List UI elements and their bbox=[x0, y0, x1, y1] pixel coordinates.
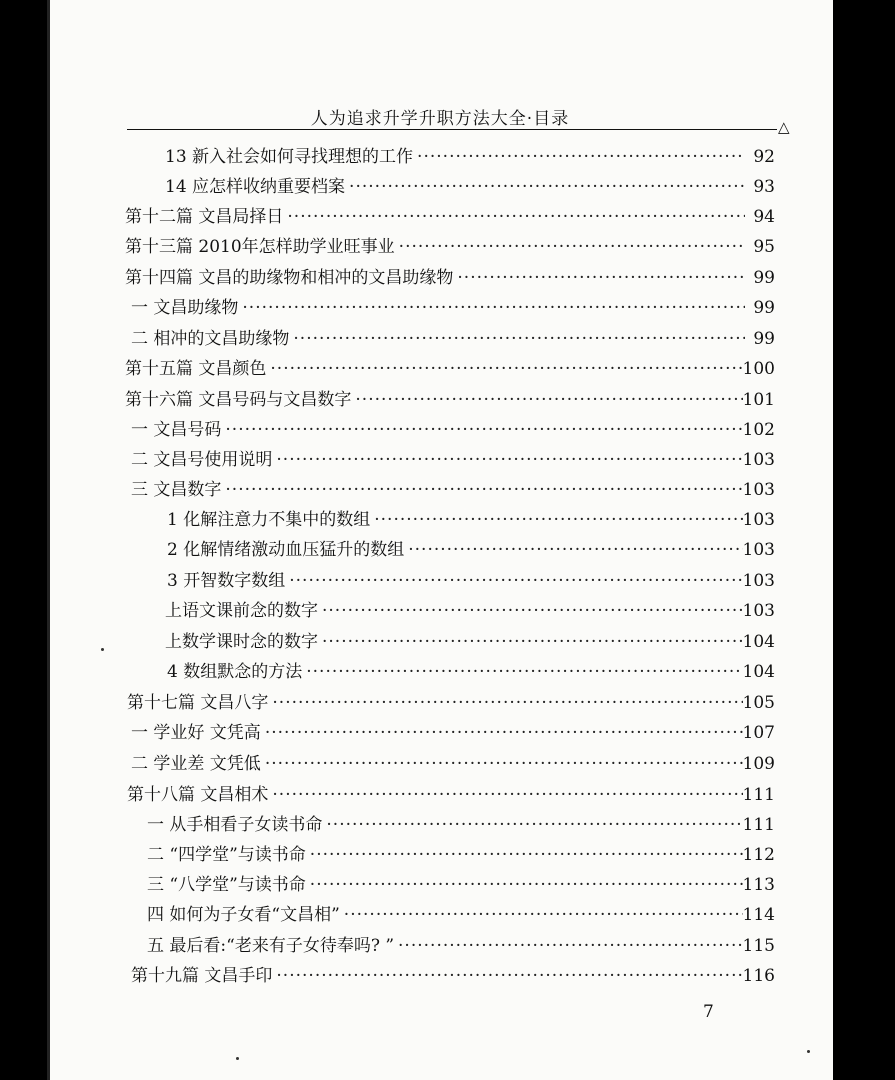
dot-leader bbox=[413, 142, 745, 172]
toc-entry bbox=[131, 293, 775, 323]
toc-entry bbox=[127, 688, 775, 718]
toc-entry bbox=[147, 840, 775, 870]
toc-entry bbox=[131, 415, 775, 445]
toc-label: 第十九篇 文昌手印 bbox=[131, 966, 273, 986]
toc-page-number: 103 bbox=[742, 601, 775, 621]
toc-page-number: 116 bbox=[742, 966, 775, 986]
toc-label: 第十六篇 文昌号码与文昌数字 bbox=[125, 390, 352, 410]
dot-leader bbox=[340, 900, 743, 930]
toc-page-number: 107 bbox=[742, 723, 775, 743]
toc-entry bbox=[131, 718, 775, 748]
toc-label: 4 数组默念的方法 bbox=[167, 662, 303, 682]
toc-page-number: 103 bbox=[742, 450, 775, 470]
toc-entry bbox=[131, 961, 775, 991]
toc-label: 一 文昌号码 bbox=[131, 420, 222, 440]
toc-label: 二 学业差 文凭低 bbox=[131, 754, 261, 774]
dot-leader bbox=[394, 931, 743, 961]
dot-leader bbox=[306, 840, 743, 870]
toc-label: 2 化解情绪激动血压猛升的数组 bbox=[167, 540, 405, 560]
toc-page-number: 92 bbox=[753, 147, 775, 167]
toc-page-number: 93 bbox=[753, 177, 775, 197]
toc-page-number: 100 bbox=[742, 359, 775, 379]
scan-speck bbox=[236, 1057, 239, 1060]
toc-entry bbox=[147, 931, 775, 961]
scan-speck bbox=[807, 1050, 810, 1053]
toc-entry bbox=[165, 627, 775, 657]
toc-page-number: 103 bbox=[742, 540, 775, 560]
toc-page-number: 115 bbox=[742, 936, 775, 956]
toc-page-number: 109 bbox=[742, 754, 775, 774]
toc-page-number: 104 bbox=[742, 632, 775, 652]
toc-page-number: 95 bbox=[753, 237, 775, 257]
toc-page-number: 103 bbox=[742, 510, 775, 530]
dot-leader bbox=[261, 718, 743, 748]
toc-label: 1 化解注意力不集中的数组 bbox=[167, 510, 371, 530]
dot-leader bbox=[306, 870, 743, 900]
toc-page-number: 103 bbox=[742, 571, 775, 591]
toc-label: 二 相冲的文昌助缘物 bbox=[131, 329, 290, 349]
toc-page-number: 104 bbox=[742, 662, 775, 682]
toc-label: 二 “四学堂”与读书命 bbox=[147, 845, 306, 865]
toc-page-number: 114 bbox=[742, 905, 775, 925]
toc-entry bbox=[131, 445, 775, 475]
toc-entry bbox=[125, 263, 775, 293]
dot-leader bbox=[221, 475, 742, 505]
toc-label: 五 最后看:“老来有子女待奉吗? ” bbox=[147, 936, 395, 956]
toc-label: 上数学课时念的数字 bbox=[165, 632, 318, 652]
scan-speck bbox=[101, 648, 104, 651]
dot-leader bbox=[351, 385, 742, 415]
dot-leader bbox=[266, 354, 742, 384]
dot-leader bbox=[404, 535, 742, 565]
toc-page-number: 94 bbox=[753, 207, 775, 227]
toc-label: 14 应怎样收纳重要档案 bbox=[165, 177, 346, 197]
toc-entry bbox=[167, 566, 775, 596]
toc-page-number: 99 bbox=[753, 329, 775, 349]
toc-entry bbox=[125, 232, 775, 262]
toc-label: 一 学业好 文凭高 bbox=[131, 723, 261, 743]
dot-leader bbox=[238, 293, 745, 323]
dot-leader bbox=[283, 202, 745, 232]
toc-page-number: 102 bbox=[742, 420, 775, 440]
toc-entry bbox=[165, 142, 775, 172]
dot-leader bbox=[318, 627, 743, 657]
toc-label: 第十七篇 文昌八字 bbox=[127, 693, 269, 713]
dot-leader bbox=[453, 263, 745, 293]
toc-label: 上语文课前念的数字 bbox=[165, 601, 318, 621]
dot-leader bbox=[370, 505, 742, 535]
dot-leader bbox=[318, 596, 743, 626]
dot-leader bbox=[395, 232, 745, 262]
toc-page-number: 111 bbox=[742, 815, 775, 835]
toc-label: 第十三篇 2010年怎样助学业旺事业 bbox=[125, 237, 395, 257]
dot-leader bbox=[272, 961, 742, 991]
toc-page-number: 103 bbox=[742, 480, 775, 500]
toc-entry bbox=[167, 657, 775, 687]
toc-page-number: 101 bbox=[742, 390, 775, 410]
toc-label: 第十四篇 文昌的助缘物和相冲的文昌助缘物 bbox=[125, 268, 454, 288]
toc-entry bbox=[131, 324, 775, 354]
dot-leader bbox=[268, 780, 742, 810]
toc-entry bbox=[147, 870, 775, 900]
toc-entry bbox=[167, 535, 775, 565]
header-triangle-mark: △ bbox=[778, 118, 790, 136]
dot-leader bbox=[268, 688, 742, 718]
toc-entry bbox=[125, 354, 775, 384]
toc-page-number: 105 bbox=[742, 693, 775, 713]
toc-entry bbox=[147, 900, 775, 930]
toc-label: 二 文昌号使用说明 bbox=[131, 450, 273, 470]
toc-label: 四 如何为子女看“文昌相” bbox=[147, 905, 340, 925]
toc-page-number: 99 bbox=[753, 268, 775, 288]
dot-leader bbox=[261, 749, 743, 779]
toc-entry bbox=[131, 749, 775, 779]
toc-entry bbox=[131, 475, 775, 505]
toc-label: 第十二篇 文昌局择日 bbox=[125, 207, 284, 227]
dot-leader bbox=[272, 445, 742, 475]
toc-label: 13 新入社会如何寻找理想的工作 bbox=[165, 147, 414, 167]
toc-label: 一 从手相看子女读书命 bbox=[147, 815, 323, 835]
toc-label: 三 文昌数字 bbox=[131, 480, 222, 500]
toc-page-number: 99 bbox=[753, 298, 775, 318]
table-of-contents bbox=[47, 0, 833, 1080]
toc-page-number: 112 bbox=[742, 845, 775, 865]
toc-label: 第十五篇 文昌颜色 bbox=[125, 359, 267, 379]
toc-page-number: 111 bbox=[742, 785, 775, 805]
toc-entry bbox=[147, 810, 775, 840]
toc-label: 第十八篇 文昌相术 bbox=[127, 785, 269, 805]
toc-label: 一 文昌助缘物 bbox=[131, 298, 239, 318]
toc-entry bbox=[127, 780, 775, 810]
toc-entry bbox=[125, 202, 775, 232]
book-page bbox=[47, 0, 833, 1080]
toc-entry bbox=[165, 172, 775, 202]
page-number-folio: 7 bbox=[703, 1002, 714, 1022]
toc-page-number: 113 bbox=[742, 875, 775, 895]
dot-leader bbox=[221, 415, 742, 445]
toc-label: 三 “八学堂”与读书命 bbox=[147, 875, 306, 895]
dot-leader bbox=[345, 172, 745, 202]
toc-entry bbox=[165, 596, 775, 626]
toc-entry bbox=[167, 505, 775, 535]
running-header: 人为追求升学升职方法大全·目录 bbox=[310, 109, 570, 129]
dot-leader bbox=[302, 657, 742, 687]
dot-leader bbox=[289, 324, 745, 354]
dot-leader bbox=[322, 810, 742, 840]
toc-label: 3 开智数字数组 bbox=[167, 571, 286, 591]
toc-entry bbox=[125, 385, 775, 415]
dot-leader bbox=[285, 566, 742, 596]
